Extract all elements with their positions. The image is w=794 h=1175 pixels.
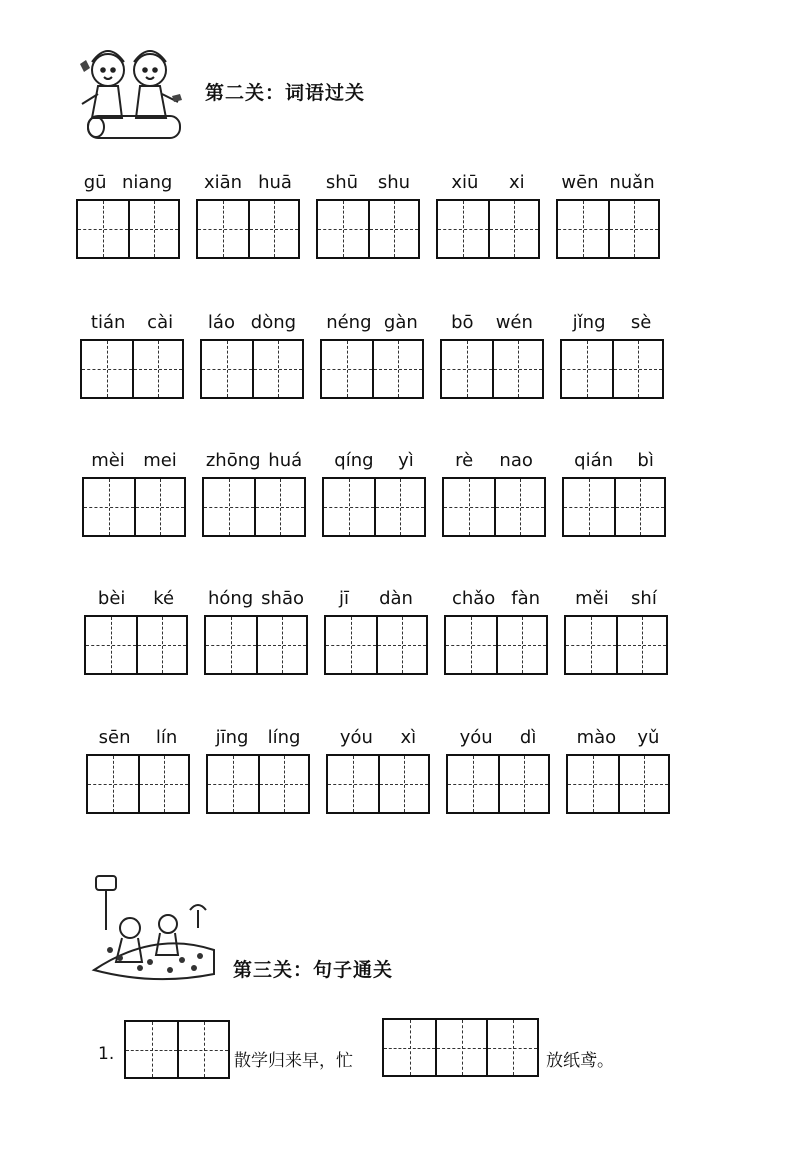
writing-cell[interactable] xyxy=(252,341,302,397)
tian-zi-ge-box[interactable] xyxy=(560,339,664,399)
word-item xyxy=(202,450,306,538)
pinyin-syllable: lín xyxy=(155,727,178,748)
tian-zi-ge-box[interactable] xyxy=(322,477,426,537)
tian-zi-ge-box[interactable] xyxy=(316,199,420,259)
pinyin-syllable: xi xyxy=(509,172,525,193)
word-item xyxy=(200,312,304,400)
tian-zi-ge-box[interactable] xyxy=(320,339,424,399)
writing-cell[interactable] xyxy=(138,756,188,812)
writing-cell[interactable] xyxy=(494,479,544,535)
pinyin-syllable: láo xyxy=(207,312,235,333)
pinyin-syllable: xiān xyxy=(204,172,243,193)
pinyin-syllable: dòng xyxy=(250,312,297,333)
pinyin-syllable: bì xyxy=(637,450,654,471)
word-item xyxy=(82,450,186,538)
writing-cell[interactable] xyxy=(438,201,488,257)
writing-cell[interactable] xyxy=(568,756,618,812)
tian-zi-ge-box[interactable] xyxy=(440,339,544,399)
tian-zi-ge-box[interactable] xyxy=(442,477,546,537)
writing-cell[interactable] xyxy=(208,756,258,812)
word-item xyxy=(566,727,670,815)
pinyin-syllable: huá xyxy=(268,450,303,471)
tian-zi-ge-box[interactable] xyxy=(206,754,310,814)
word-item xyxy=(556,172,660,260)
pinyin-label xyxy=(562,450,666,471)
word-item xyxy=(564,588,668,676)
pinyin-syllable: yǔ xyxy=(637,727,660,748)
section-two-title: 第二关：词语过关 xyxy=(205,82,366,104)
writing-cell[interactable] xyxy=(88,756,138,812)
pinyin-label xyxy=(440,312,544,333)
pinyin-syllable: qián xyxy=(574,450,614,471)
word-item xyxy=(442,450,546,538)
word-item xyxy=(444,588,548,676)
writing-cell[interactable] xyxy=(206,617,256,673)
tian-zi-ge-box[interactable] xyxy=(556,199,660,259)
pinyin-label xyxy=(76,172,180,193)
pinyin-syllable: yóu xyxy=(339,727,373,748)
pinyin-label xyxy=(320,312,424,333)
word-item xyxy=(204,588,308,676)
word-item xyxy=(324,588,428,676)
tian-zi-ge-box[interactable] xyxy=(204,615,308,675)
word-item xyxy=(196,172,300,260)
writing-cell[interactable] xyxy=(376,617,426,673)
pinyin-syllable: néng xyxy=(326,312,372,333)
pinyin-label xyxy=(326,727,430,748)
tian-zi-ge-box[interactable] xyxy=(562,477,666,537)
pinyin-syllable: wēn xyxy=(561,172,599,193)
writing-cell[interactable] xyxy=(558,201,608,257)
writing-cell[interactable] xyxy=(492,341,542,397)
children-on-log-illustration xyxy=(70,36,190,146)
pinyin-syllable: mei xyxy=(143,450,177,471)
pinyin-label xyxy=(80,312,184,333)
tian-zi-ge-box[interactable] xyxy=(326,754,430,814)
word-item xyxy=(446,727,550,815)
word-item xyxy=(80,312,184,400)
pinyin-label xyxy=(202,450,306,471)
pinyin-syllable: ké xyxy=(153,588,175,609)
pinyin-label xyxy=(324,588,428,609)
pinyin-label xyxy=(322,450,426,471)
tian-zi-ge-box[interactable] xyxy=(76,199,180,259)
word-item xyxy=(440,312,544,400)
writing-cell[interactable] xyxy=(86,617,136,673)
writing-cell[interactable] xyxy=(248,201,298,257)
pinyin-label xyxy=(442,450,546,471)
tian-zi-ge-box[interactable] xyxy=(564,615,668,675)
writing-cell[interactable] xyxy=(374,479,424,535)
writing-cell[interactable] xyxy=(258,756,308,812)
word-item xyxy=(436,172,540,260)
sentence-text-middle: 散学归来早，忙 xyxy=(234,1051,353,1071)
pinyin-syllable: sēn xyxy=(98,727,131,748)
pinyin-syllable: nuǎn xyxy=(609,172,655,193)
pinyin-syllable: yì xyxy=(398,450,414,471)
tian-zi-ge-box[interactable] xyxy=(324,615,428,675)
pinyin-syllable: bō xyxy=(451,312,474,333)
writing-cell[interactable] xyxy=(614,479,664,535)
tian-zi-ge-box[interactable] xyxy=(446,754,550,814)
pinyin-label xyxy=(84,588,188,609)
writing-cell[interactable] xyxy=(372,341,422,397)
pinyin-syllable: rè xyxy=(455,450,474,471)
section-three-title: 第三关：句子通关 xyxy=(233,959,394,981)
tian-zi-ge-box[interactable] xyxy=(444,615,548,675)
word-item xyxy=(322,450,426,538)
pinyin-syllable: chǎo xyxy=(451,588,496,609)
writing-cell[interactable] xyxy=(616,617,666,673)
pinyin-syllable: xì xyxy=(400,727,417,748)
writing-cell[interactable] xyxy=(78,201,128,257)
word-item xyxy=(206,727,310,815)
word-item xyxy=(326,727,430,815)
writing-cell[interactable] xyxy=(256,617,306,673)
pinyin-syllable: niang xyxy=(122,172,173,193)
pinyin-syllable: jī xyxy=(339,588,350,609)
pinyin-syllable: nao xyxy=(499,450,533,471)
pinyin-label xyxy=(556,172,660,193)
word-item xyxy=(320,312,424,400)
pinyin-syllable: gàn xyxy=(383,312,418,333)
pinyin-syllable: líng xyxy=(267,727,301,748)
writing-cell[interactable] xyxy=(488,201,538,257)
pinyin-syllable: dàn xyxy=(379,588,413,609)
writing-cell[interactable] xyxy=(368,201,418,257)
pinyin-label xyxy=(316,172,420,193)
pinyin-label xyxy=(444,588,548,609)
tian-zi-ge-box[interactable] xyxy=(84,615,188,675)
word-item xyxy=(86,727,190,815)
pinyin-syllable: shí xyxy=(631,588,657,609)
writing-cell[interactable] xyxy=(254,479,304,535)
tian-zi-ge-box[interactable] xyxy=(200,339,304,399)
writing-cell[interactable] xyxy=(318,201,368,257)
pinyin-syllable: zhōng xyxy=(205,450,261,471)
pinyin-label xyxy=(206,727,310,748)
writing-cell[interactable] xyxy=(84,479,134,535)
pinyin-syllable: měi xyxy=(575,588,609,609)
writing-cell[interactable] xyxy=(448,756,498,812)
writing-cell[interactable] xyxy=(562,341,612,397)
writing-cell[interactable] xyxy=(204,479,254,535)
word-item xyxy=(76,172,180,260)
pinyin-syllable: fàn xyxy=(511,588,541,609)
writing-cell[interactable] xyxy=(378,756,428,812)
pinyin-syllable: dì xyxy=(519,727,537,748)
pinyin-label xyxy=(196,172,300,193)
tian-zi-ge-box[interactable] xyxy=(86,754,190,814)
writing-cell[interactable] xyxy=(566,617,616,673)
sentence-text-end: 放纸鸢。 xyxy=(546,1051,614,1071)
pinyin-syllable: shu xyxy=(377,172,411,193)
writing-cell[interactable] xyxy=(202,341,252,397)
pinyin-syllable: shāo xyxy=(261,588,305,609)
writing-cell[interactable] xyxy=(444,479,494,535)
writing-cell[interactable] xyxy=(132,341,182,397)
writing-cell[interactable] xyxy=(326,617,376,673)
pinyin-syllable: wén xyxy=(495,312,533,333)
pinyin-syllable: xiū xyxy=(451,172,479,193)
tian-zi-ge-box[interactable] xyxy=(202,477,306,537)
writing-cell[interactable] xyxy=(82,341,132,397)
writing-cell[interactable] xyxy=(498,756,548,812)
tian-zi-ge-box[interactable] xyxy=(566,754,670,814)
answer-box-1[interactable] xyxy=(124,1020,230,1079)
writing-cell[interactable] xyxy=(128,201,178,257)
pinyin-label xyxy=(446,727,550,748)
garden-scene-illustration xyxy=(90,870,220,985)
pinyin-syllable: yóu xyxy=(459,727,493,748)
pinyin-syllable: jǐng xyxy=(572,312,606,333)
word-item xyxy=(562,450,666,538)
pinyin-syllable: sè xyxy=(630,312,652,333)
writing-cell[interactable] xyxy=(564,479,614,535)
pinyin-syllable: bèi xyxy=(97,588,126,609)
pinyin-label xyxy=(564,588,668,609)
writing-cell[interactable] xyxy=(136,617,186,673)
pinyin-syllable: huā xyxy=(258,172,292,193)
tian-zi-ge-box[interactable] xyxy=(436,199,540,259)
pinyin-syllable: qíng xyxy=(334,450,374,471)
pinyin-syllable: jīng xyxy=(215,727,249,748)
writing-cell[interactable] xyxy=(198,201,248,257)
pinyin-syllable: hóng xyxy=(207,588,254,609)
writing-cell[interactable] xyxy=(446,617,496,673)
word-item xyxy=(84,588,188,676)
writing-cell[interactable] xyxy=(618,756,668,812)
pinyin-syllable: tián xyxy=(90,312,126,333)
tian-zi-ge-box[interactable] xyxy=(82,477,186,537)
writing-cell[interactable] xyxy=(322,341,372,397)
pinyin-syllable: mèi xyxy=(91,450,125,471)
writing-cell[interactable] xyxy=(496,617,546,673)
writing-cell[interactable] xyxy=(328,756,378,812)
pinyin-syllable: gū xyxy=(83,172,107,193)
answer-box-2[interactable] xyxy=(382,1018,539,1077)
question-number: 1. xyxy=(98,1044,115,1064)
writing-cell[interactable] xyxy=(442,341,492,397)
pinyin-syllable: mào xyxy=(576,727,617,748)
writing-cell[interactable] xyxy=(134,479,184,535)
word-item xyxy=(316,172,420,260)
pinyin-label xyxy=(436,172,540,193)
pinyin-label xyxy=(86,727,190,748)
pinyin-label xyxy=(560,312,664,333)
tian-zi-ge-box[interactable] xyxy=(196,199,300,259)
pinyin-label xyxy=(566,727,670,748)
pinyin-label xyxy=(82,450,186,471)
writing-cell[interactable] xyxy=(612,341,662,397)
pinyin-label xyxy=(204,588,308,609)
writing-cell[interactable] xyxy=(608,201,658,257)
writing-cell[interactable] xyxy=(324,479,374,535)
word-item xyxy=(560,312,664,400)
pinyin-label xyxy=(200,312,304,333)
tian-zi-ge-box[interactable] xyxy=(80,339,184,399)
pinyin-syllable: cài xyxy=(147,312,174,333)
pinyin-syllable: shū xyxy=(325,172,359,193)
